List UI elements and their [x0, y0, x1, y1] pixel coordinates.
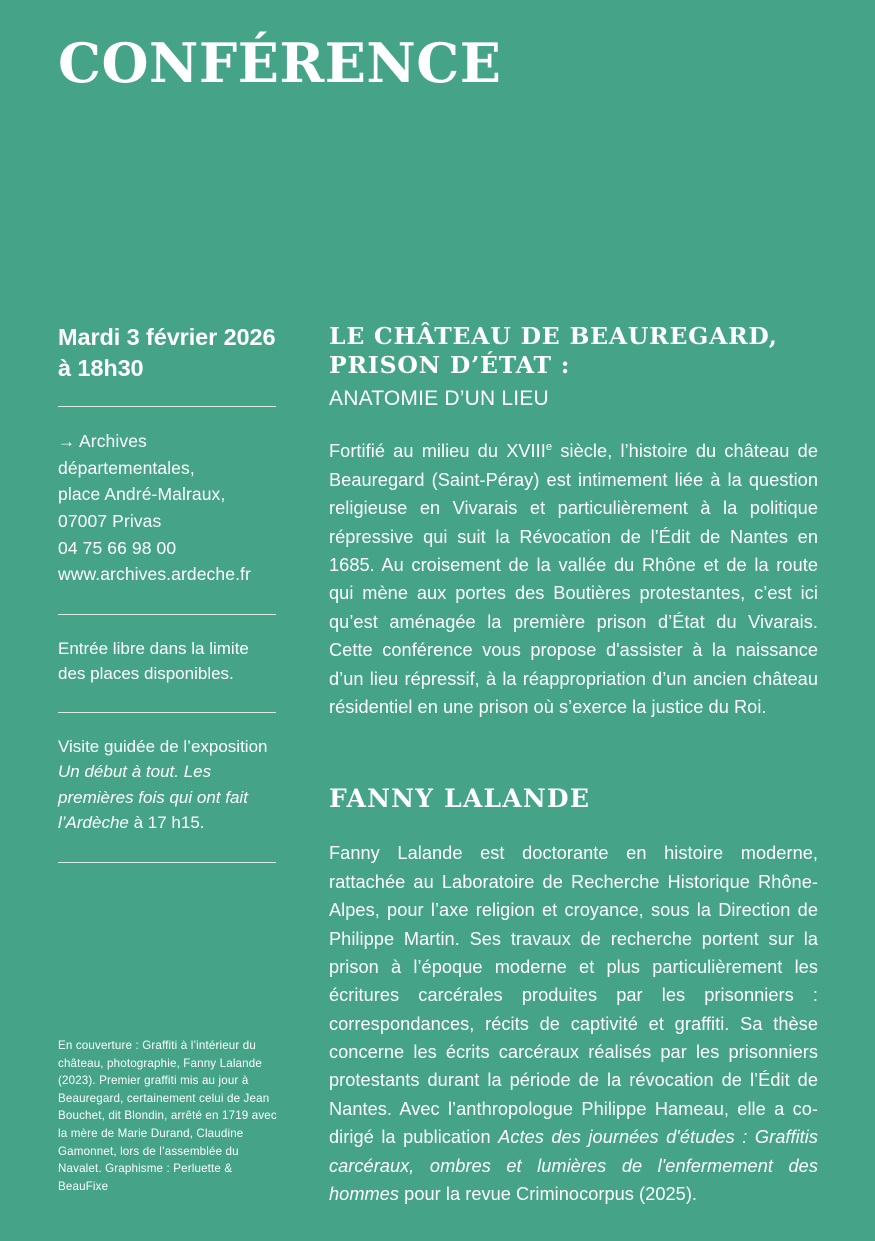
guided-visit-note: [58, 734, 276, 836]
talk-title-line-1: LE CHÂTEAU DE BEAUREGARD,: [329, 322, 778, 350]
talk-subtitle: ANATOMIE D’UN LIEU: [329, 387, 549, 411]
biography-part-1: Fanny Lalande est doctorante en histoire moderne, rattachée au Laboratoire de Recherche Historique Rhône-Alpes, pour l’axe religion et croyance, sous la Direction de Philippe Martin. Ses travaux de recherche portent sur la prison à l’époque moderne et plus particulièrement les écritures carcérales produites par les prisonniers : correspondances, récits de captivité et graffiti. Sa thèse concerne les écrits carcéraux réalisés par les prisonniers protestants durant la période de la révocation de l’Édit de Nantes. Avec l’anthropologue Philippe Hameau, elle a co-dirigé la publication: [329, 843, 818, 1148]
description-part-1: Fortifié au milieu du XVIII: [329, 441, 546, 462]
ordinal-superscript: e: [545, 441, 553, 454]
divider-1: [58, 406, 276, 407]
guided-visit-time: à 17 h15.: [128, 813, 205, 833]
admission-note: Entrée libre dans la limite des places disponibles.: [58, 638, 249, 684]
left-column: [58, 322, 276, 863]
speaker-biography: [329, 839, 818, 1208]
speaker-name: FANNY LALANDE: [329, 784, 591, 814]
venue-line-1: Archives: [79, 430, 147, 451]
talk-title: [329, 322, 818, 380]
page-title: CONFÉRENCE: [58, 31, 502, 95]
publication-title: Actes des journées d'études : Graffitis carcéraux, ombres et lumières de l'enfermement des hommes: [329, 1127, 818, 1205]
biography-part-2: pour la revue Criminocorpus (2025).: [399, 1184, 698, 1205]
venue-line-2: départementales,: [58, 457, 195, 478]
divider-3: [58, 712, 276, 713]
talk-description: [329, 437, 818, 721]
divider-4: [58, 862, 276, 863]
venue-website[interactable]: www.archives.ardeche.fr: [58, 564, 251, 585]
event-date: Mardi 3 février 2026 à 18h30: [58, 324, 276, 382]
venue-line-3: place André-Malraux,: [58, 484, 226, 505]
cover-credits: En couverture : Graffiti à l’intérieur du château, photographie, Fanny Lalande (2023). Premier graffiti mis au jour à Beauregard, certainement celui de Jean Bouchet, dit Blondin, arrêté en 1719 avec la mère de Marie Durand, Claudine Gamonnet, lors de l’assemblée du Navalet. Graphisme : Perluette & BeauFixe: [58, 1039, 277, 1193]
guided-visit-lead: Visite guidée de l’exposition: [58, 736, 268, 756]
divider-2: [58, 614, 276, 615]
right-column: [329, 322, 818, 1208]
venue-address: [58, 428, 276, 588]
description-part-2: siècle, l’histoire du château de Beauregard (Saint-Péray) est intimement liée à la question religieuse en Vivarais et particulièrement à la politique répressive qui suit la Révocation de l’Édit de Nantes en 1685. Au croisement de la vallée du Rhône et de la route qui mène aux portes des Boutières protestantes, c’est ici qu’est aménagée la première prison d’État du Vivarais. Cette conférence vous propose d'assister à la naissance d’un lieu répressif, à la réappropriation d’un ancien château résidentiel en une prison où s’exerce la justice du Roi.: [329, 441, 818, 717]
masthead: [58, 31, 818, 95]
venue-phone: 04 75 66 98 00: [58, 537, 177, 558]
arrow-right-icon: →: [58, 431, 75, 451]
talk-title-line-2: PRISON D’ÉTAT :: [329, 351, 571, 380]
venue-line-4: 07007 Privas: [58, 510, 162, 531]
exhibition-title: Un début à tout. Les premières fois qui ont fait l’Ardèche: [58, 762, 248, 833]
